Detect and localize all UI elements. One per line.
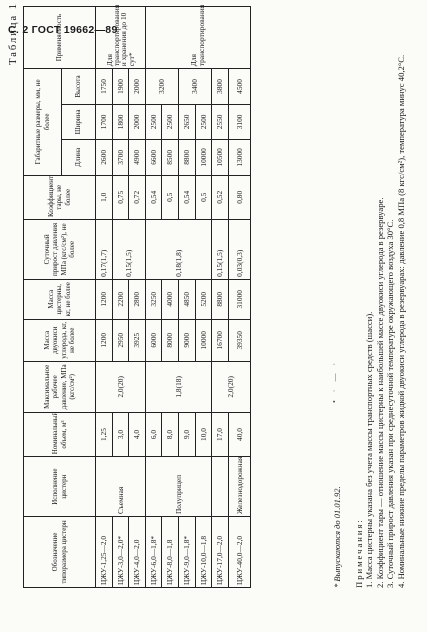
col-designation: Обозначение типоразмера цистерн bbox=[24, 517, 96, 588]
col-co2-mass: Масса двуокиси углерода, кг, не более bbox=[24, 319, 96, 361]
rise-b: 0,18(1,8) bbox=[145, 219, 211, 279]
note-item: 2. Коэффициент тары — отношение массы цистерны к наибольшей массе двуокиси углерода в резервуаре. bbox=[374, 197, 385, 588]
page-header: С. 2 ГОСТ 19662—89 bbox=[8, 24, 118, 36]
parameters-table bbox=[23, 6, 251, 588]
col-length: Длина bbox=[62, 140, 96, 175]
exec-removable: Съемная bbox=[96, 457, 146, 517]
table-row: ЦЖУ-9,0—1,8* 9,0 9000 4850 0,54 8800 2650 3400 bbox=[178, 7, 195, 588]
table-row: ЦЖУ-40,0—2,0 Железнодорожная 40,0 39350 31000 0,03(0,3) 0,80 13000 3100 4500 bbox=[228, 7, 250, 588]
col-volume: Номинальный объем, м³ bbox=[24, 412, 96, 456]
exec-semitrailer: Полуприцеп bbox=[145, 457, 211, 517]
application-b: Для транспортирования bbox=[145, 7, 250, 69]
col-height: Высота bbox=[62, 69, 96, 104]
rotated-page-content bbox=[7, 0, 427, 588]
application-a: Для транспортирования и хранения до 10 сут* bbox=[96, 7, 146, 69]
notes-block bbox=[354, 4, 406, 588]
table-row: ЦЖУ-1,25—2,0 Съемная 1,25 2,0(20) 1200 1200 0,17(1,7) 1,0 2600 1700 1750 Для транспортирования и хранения до 10 сут* bbox=[96, 7, 113, 588]
table-title: Таблица 1 bbox=[8, 2, 19, 65]
note-item: 4. Номинальные нижние пределы параметров жидкой двуокиси углерода в резервуарах: давление 0,8 МПа (8 кгс/см²), температура минус 40,2°С. bbox=[395, 54, 406, 588]
notes-title: Примечания: bbox=[354, 518, 364, 588]
col-width: Ширина bbox=[62, 104, 96, 139]
scan-marks: • · — · bbox=[330, 359, 339, 403]
exec-rail: Железнодорожная bbox=[228, 457, 250, 517]
col-dimensions: Габаритные размеры, мм, не более bbox=[24, 69, 62, 175]
table-row: ЦЖУ-10,0—1,8 10,0 10000 5200 0,5 10000 2500 bbox=[195, 7, 212, 588]
col-tank-mass: Масса цистерны, кг, не более bbox=[24, 279, 96, 319]
col-application: Применяемость bbox=[24, 7, 96, 69]
table-footnote: * Выпускаются до 01.01.92. bbox=[332, 486, 342, 588]
rise-a: 0,15(1,5) bbox=[112, 219, 145, 279]
table-row: ЦЖУ-4,0—2,0 4,0 3925 2800 0,72 4900 2000 2000 bbox=[129, 7, 146, 588]
col-execution: Исполнение цистерн bbox=[24, 457, 96, 517]
col-tare: Коэффициент тары, не более bbox=[24, 175, 96, 219]
note-item: 3. Суточный прирост давления указан при среднесуточной температуре окружающего воздуха 30°С. bbox=[385, 219, 396, 588]
pressure-a: 2,0(20) bbox=[96, 361, 146, 412]
table-row: ЦЖУ-3,0—2,0* 3,0 2950 2200 0,15(1,5) 0,75 3700 1800 1900 bbox=[112, 7, 129, 588]
table-row: ЦЖУ-8,0—1,8 8,0 8000 4000 0,5 8500 2500 bbox=[162, 7, 179, 588]
pressure-c: 2,0(20) bbox=[212, 361, 251, 412]
table-row: ЦЖУ-6,0—1,8* Полуприцеп 6,0 1,8(18) 6000 3250 0,18(1,8) 0,54 6600 2500 3200 Для транспортирования bbox=[145, 7, 162, 588]
col-pressure: Максимальное рабочее давление, МПа (кгс/см²) bbox=[24, 361, 96, 412]
pressure-b: 1,8(18) bbox=[145, 361, 211, 412]
note-item: 1. Масса цистерны указана без учета массы транспортных средств (шасси). bbox=[364, 311, 375, 588]
col-daily-rise: Суточный прирост давления МПа (кгс/см²), не более bbox=[24, 219, 96, 279]
table-row: ЦЖУ-17,0—2,0 17,0 2,0(20) 16700 8800 0,15(1,5) 0,52 10500 2550 3800 bbox=[212, 7, 229, 588]
